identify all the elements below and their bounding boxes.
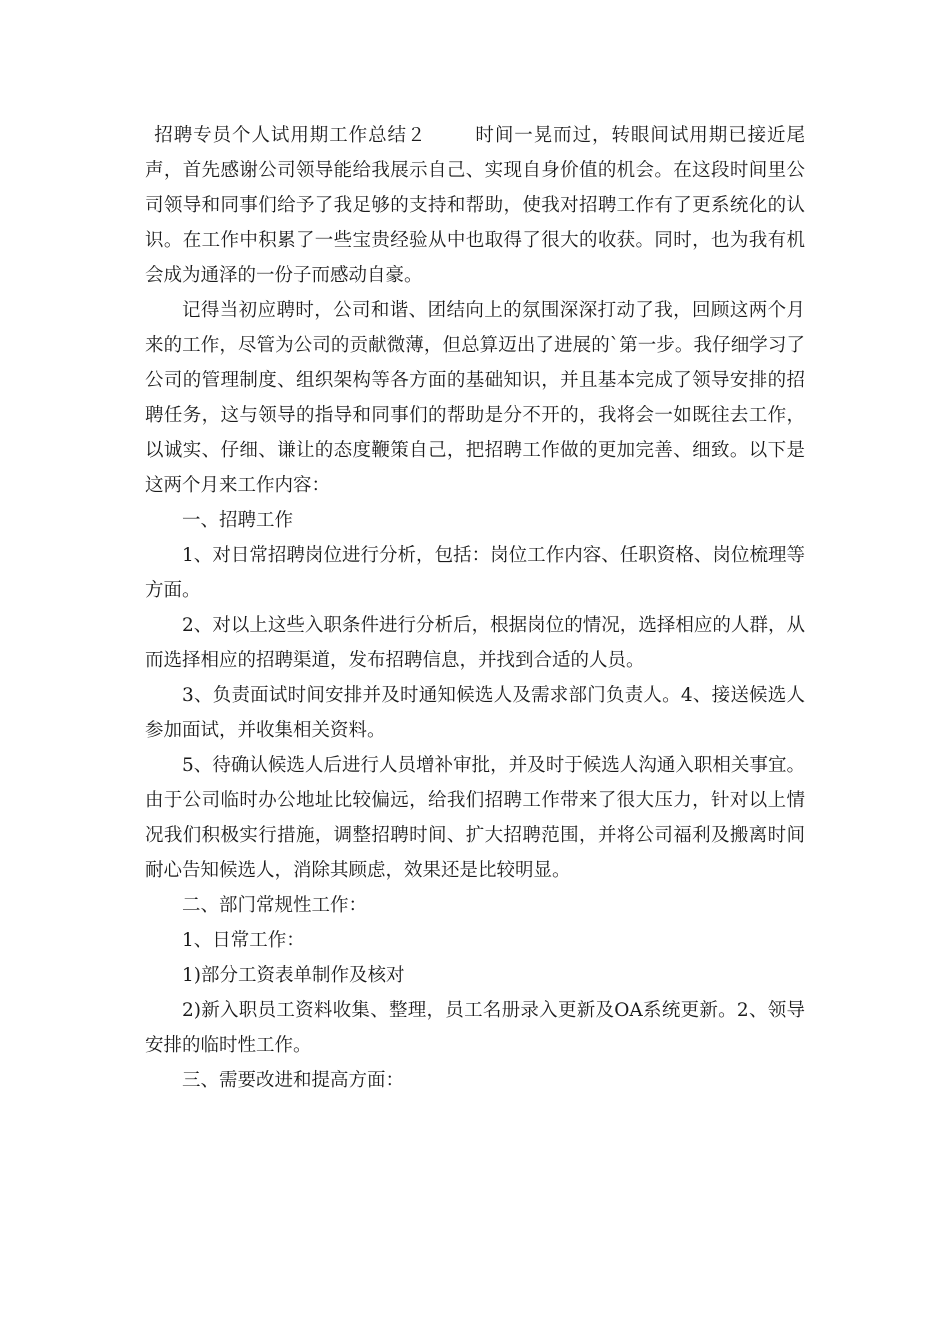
list-item-2: 2、对以上这些入职条件进行分析后，根据岗位的情况，选择相应的人群，从而选择相应的招聘渠道，发布招聘信息，并找到合适的人员。 [145,615,805,671]
list-item-3-4: 3、负责面试时间安排并及时通知候选人及需求部门负责人。4、接送候选人参加面试，并收集相关资料。 [145,685,805,741]
heading-improvements: 三、需要改进和提高方面： [182,1070,405,1091]
sub-item-1: 1)部分工资表单制作及核对 [182,965,405,986]
list-item-5: 5、待确认候选人后进行人员增补审批，并及时于候选人沟通入职相关事宜。由于公司临时办公地址比较偏远，给我们招聘工作带来了很大压力，针对以上情况我们积极实行措施，调整招聘时间、扩大招聘范围，并将公司福利及搬离时间耐心告知候选人，消除其顾虑，效果还是比较明显。 [145,755,805,881]
list-item-1: 1、对日常招聘岗位进行分析，包括：岗位工作内容、任职资格、岗位梳理等方面。 [145,545,805,601]
paragraph-recollection: 记得当初应聘时，公司和谐、团结向上的氛围深深打动了我，回顾这两个月来的工作，尽管为公司的贡献微薄，但总算迈出了进展的`第一步。我仔细学习了公司的管理制度、组织架构等各方面的基础知识，并且基本完成了领导安排的招聘任务，这与领导的指导和同事们的帮助是分不开的，我将会一如既往去工作，以诚实、仔细、谦让的态度鞭策自己，把招聘工作做的更加完善、细致。以下是这两个月来工作内容： [145,300,805,496]
document-body [145,118,805,1098]
heading-recruitment-work: 一、招聘工作 [182,510,294,531]
heading-routine-work: 二、部门常规性工作： [182,895,368,916]
sub-item-2: 2)新入职员工资料收集、整理，员工名册录入更新及OA系统更新。2、领导安排的临时性工作。 [145,1000,805,1056]
intro-paragraph [145,118,805,293]
intro-text: 时间一晃而过，转眼间试用期已接近尾声，首先感谢公司领导能给我展示自己、实现自身价值的机会。在这段时间里公司领导和同事们给予了我足够的支持和帮助，使我对招聘工作有了更系统化的认识。在工作中积累了一些宝贵经验从中也取得了很大的收获。同时，也为我有机会成为通泽的一份子而感动自豪。 [145,125,805,286]
sub-heading-daily-work: 1、日常工作： [182,930,305,951]
document-title: 招聘专员个人试用期工作总结２ [154,125,427,146]
